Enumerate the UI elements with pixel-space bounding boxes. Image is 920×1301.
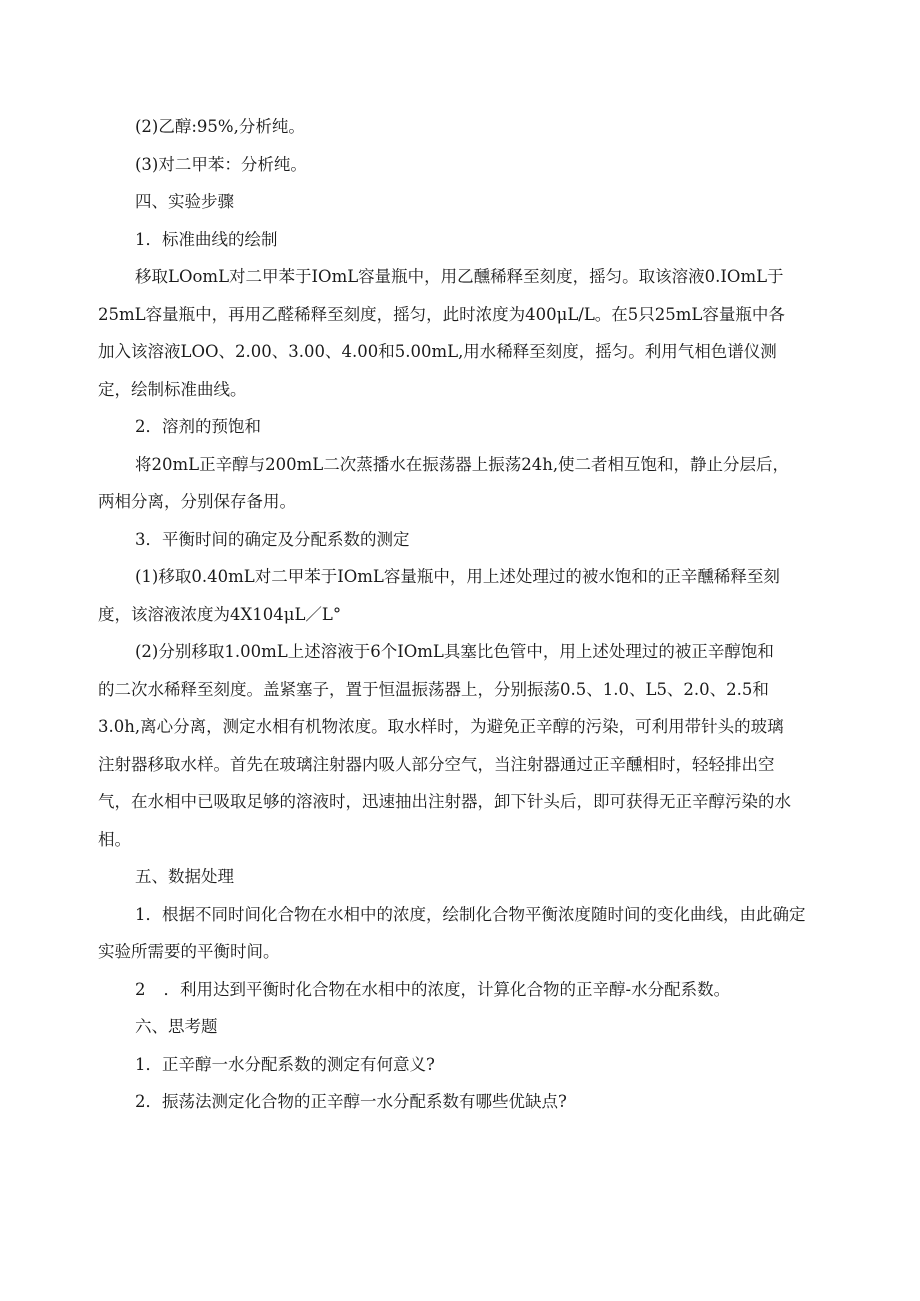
paragraph-line: 度，该溶液浓度为4X104μL／L° (98, 604, 342, 624)
paragraph-line: 实验所需要的平衡时间。 (98, 942, 280, 961)
section-heading-questions: 六、思考题 (135, 1017, 218, 1036)
paragraph-line: 气，在水相中已吸取足够的溶液时，迅速抽出注射器，卸下针头后，即可获得无正辛醇污染的水 (98, 792, 791, 811)
subheading-presaturation: 2．溶剂的预饱和 (135, 417, 261, 436)
question-item: 1．正辛醇一水分配系数的测定有何意义? (135, 1054, 435, 1074)
subheading-equilibrium: 3．平衡时间的确定及分配系数的测定 (135, 529, 410, 549)
paragraph-line: (1)移取0.40mL对二甲苯于IOmL容量瓶中，用上述处理过的被水饱和的正辛醺稀释至刻 (135, 567, 780, 586)
paragraph-line: 的二次水稀释至刻度。盖紧塞子，置于恒温振荡器上，分别振荡0.5、1.0、L5、2.0、2.5和 (98, 679, 769, 699)
paragraph-line: 3.0h,离心分离，测定水相有机物浓度。取水样时，为避免正辛醇的污染，可利用带针头的玻璃 (98, 717, 784, 736)
section-heading-data-processing: 五、数据处理 (135, 867, 234, 886)
paragraph-line: 1．根据不同时间化合物在水相中的浓度，绘制化合物平衡浓度随时间的变化曲线，由此确定 (135, 904, 806, 924)
subheading-standard-curve: 1．标准曲线的绘制 (135, 229, 278, 249)
document-page (98, 108, 828, 1121)
reagent-ethanol: (2)乙醇:95%,分析纯。 (135, 117, 305, 136)
paragraph-line: (2)分别移取1.00mL上述溶液于6个IOmL具塞比色管中，用上述处理过的被正辛醇饱和 (135, 642, 774, 661)
paragraph-line: 两相分离，分别保存备用。 (98, 492, 296, 511)
item-text: ．利用达到平衡时化合物在水相中的浓度，计算化合物的正辛醇-水分配系数。 (163, 979, 731, 999)
paragraph-line: 加入该溶液LOO、2.00、3.00、4.00和5.00mL,用水稀释至刻度，摇匀。利用气相色谱仪测 (98, 342, 777, 361)
reagent-p-xylene: (3)对二甲苯：分析纯。 (135, 154, 307, 174)
item-number: 2 (135, 979, 146, 999)
paragraph-line: 将20mL正辛醇与200mL二次蒸播水在振荡器上振荡24h,使二者相互饱和，静止分层后， (135, 454, 790, 474)
paragraph-line: 定，绘制标准曲线。 (98, 379, 247, 399)
paragraph-line: 25mL容量瓶中，再用乙醛稀释至刻度，摇匀，此时浓度为400μL/L。在5只25mL容量瓶中各 (98, 304, 785, 324)
section-heading-procedure: 四、实验步骤 (135, 192, 234, 211)
paragraph-line: 相。 (98, 829, 131, 849)
question-item: 2．振荡法测定化合物的正辛醇一水分配系数有哪些优缺点? (135, 1092, 567, 1111)
paragraph-line (98, 971, 828, 1009)
paragraph-line: 移取LOomL对二甲苯于IOmL容量瓶中，用乙醺稀释至刻度，摇匀。取该溶液0.IOmL于 (135, 267, 784, 286)
paragraph-line: 注射器移取水样。首先在玻璃注射器内吸人部分空气，当注射器通过正辛醺相时，轻轻排出空 (98, 754, 775, 774)
